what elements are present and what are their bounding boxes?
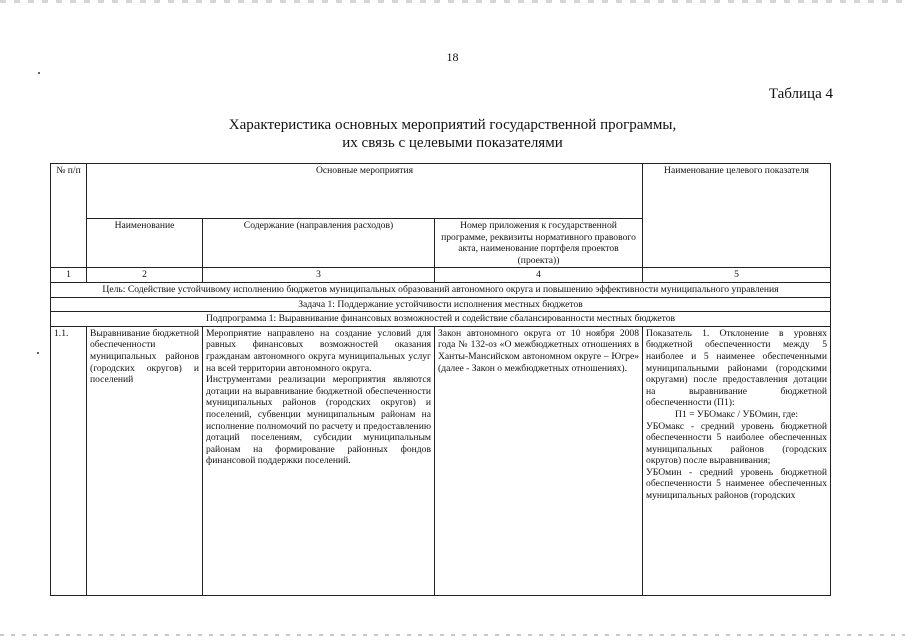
row-appendix: Закон автономного округа от 10 ноября 2008 года № 132-оз «О межбюджетных отношениях в Ханты-Мансийском автономном округе – Югре» (далее - Закон о межбюджетных отношениях). (435, 326, 643, 595)
row-name: Выравнивание бюджетной обеспеченности муниципальных районов (городских округов) и поселений (87, 326, 203, 595)
col-number: 3 (203, 268, 435, 283)
scan-speck (38, 72, 40, 74)
row-content (203, 326, 435, 595)
row-indicator (643, 326, 831, 595)
header-indicator-name: Наименование целевого показателя (643, 164, 831, 268)
title-line-1: Характеристика основных мероприятий государственной программы, (228, 117, 677, 133)
col-number: 2 (87, 268, 203, 283)
header-num: № п/п (51, 164, 87, 268)
table-label: Таблица 4 (768, 86, 833, 102)
indicator-paragraph-3: УБОмин - средний уровень бюджетной обеспеченности 5 наименее обеспеченных муниципальных районов (городских (646, 466, 828, 502)
content-paragraph-2: Инструментами реализации мероприятия являются дотации на выравнивание бюджетной обеспеченности муниципальных районов (городских округов) и поселений, субвенции муниципальным районам на исполнение полномочий по расчету и предоставлению дотаций поселениям, субсидии муниципальным районам на формирование районных фондов финансовой поддержки поселений. (206, 374, 431, 467)
header-row-1 (51, 164, 831, 219)
goal-text: Цель: Содействие устойчивому исполнению бюджетов муниципальных образований автономного округа и повышению эффективности муниципального управления (51, 282, 831, 297)
indicator-paragraph-2: УБОмакс - средний уровень бюджетной обеспеченности 5 наиболее обеспеченных муниципальных районов (городских округов) после выравнивания; (646, 420, 828, 467)
header-appendix: Номер приложения к государственной программе, реквизиты нормативного правового акта, наименование портфеля проектов (проекта)) (435, 219, 643, 268)
row-number: 1.1. (51, 326, 87, 595)
scan-speck (37, 352, 39, 354)
task-row (51, 297, 831, 312)
scan-edge-bottom (0, 634, 905, 636)
header-content: Содержание (направления расходов) (203, 219, 435, 268)
document-title (0, 116, 905, 152)
subprogram-row (51, 312, 831, 327)
activities-table (50, 163, 831, 596)
content-paragraph-1: Мероприятие направлено на создание условий для равных финансовых возможностей оказания гражданам автономного округа муниципальных услуг на всей территории автономного округа. (206, 327, 431, 374)
page-number: 18 (446, 50, 459, 64)
table-row (51, 326, 831, 595)
scan-edge-top (0, 0, 905, 3)
header-main-activities: Основные мероприятия (87, 164, 643, 219)
subprogram-text: Подпрограмма 1: Выравнивание финансовых возможностей и содействие сбалансированности местных бюджетов (51, 312, 831, 327)
col-number: 4 (435, 268, 643, 283)
col-number: 1 (51, 268, 87, 283)
goal-row (51, 282, 831, 297)
header-name: Наименование (87, 219, 203, 268)
indicator-paragraph-1: Показатель 1. Отклонение в уровнях бюджетной обеспеченности между 5 наиболее и 5 наименее обеспеченными муниципальными районами (городскими округами) после предоставления дотации на выравнивание бюджетной обеспеченности (П1): (646, 327, 828, 409)
col-number: 5 (643, 268, 831, 283)
column-numbers-row (51, 268, 831, 283)
task-text: Задача 1: Поддержание устойчивости исполнения местных бюджетов (51, 297, 831, 312)
indicator-formula: П1 = УБОмакс / УБОмин, где: (674, 408, 799, 420)
title-line-2: их связь с целевыми показателями (342, 135, 563, 151)
